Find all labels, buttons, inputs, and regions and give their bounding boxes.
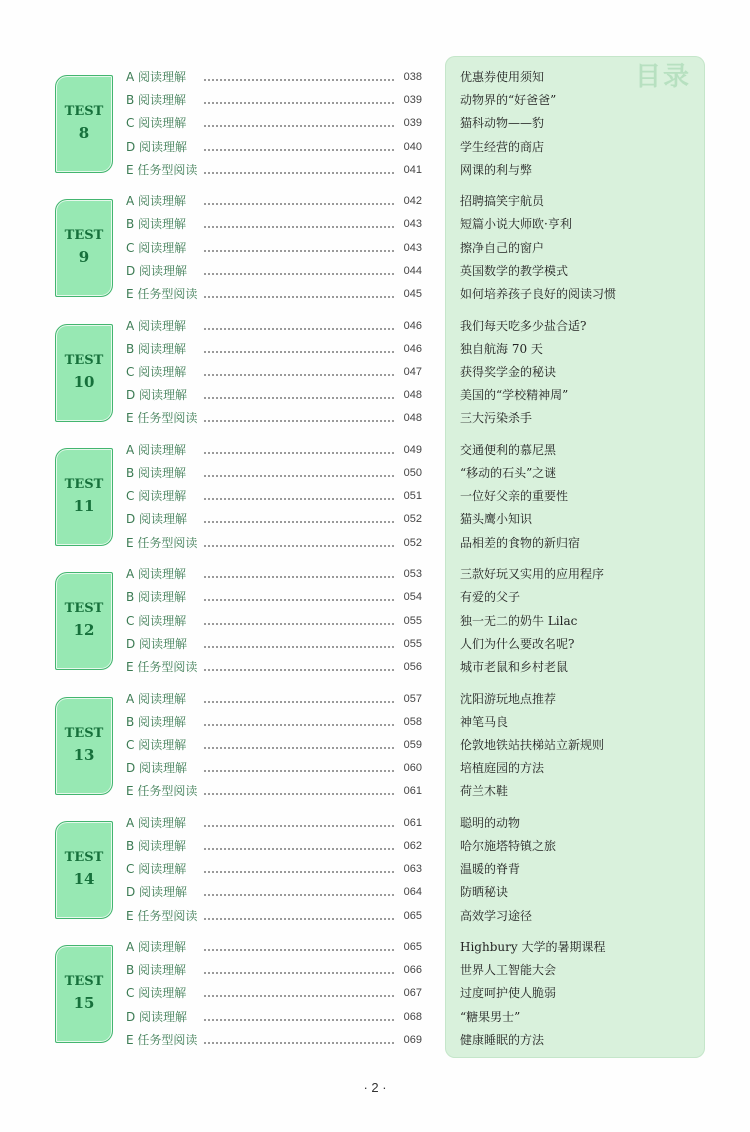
article-title: 短篇小说大师欧·亨利 — [460, 217, 572, 232]
article-title: 动物界的“好爸爸” — [460, 93, 557, 108]
dot-leader — [204, 420, 394, 422]
page-ref: 058 — [403, 715, 422, 728]
toc-entry[interactable] — [0, 734, 750, 757]
article-title: “糖果男士” — [460, 1009, 521, 1024]
article-title: 交通便利的慕尼黑 — [460, 442, 557, 457]
toc-entry[interactable] — [0, 610, 750, 633]
test-block — [0, 66, 750, 190]
page-ref: 054 — [403, 591, 422, 604]
dot-leader — [204, 125, 394, 127]
toc-entry[interactable] — [0, 1029, 750, 1052]
article-title: 过度呵护使人脆弱 — [460, 986, 557, 1001]
section-label: D 阅读理解 — [126, 388, 188, 403]
dot-leader — [204, 397, 394, 399]
page-ref: 059 — [403, 738, 422, 751]
toc-entry[interactable] — [0, 905, 750, 928]
article-title: 我们每天吃多少盐合适? — [460, 318, 587, 333]
test-badge-number: 13 — [73, 745, 95, 764]
dot-leader — [204, 250, 394, 252]
test-badge-number: 9 — [78, 248, 90, 267]
toc-entry[interactable] — [0, 384, 750, 407]
article-title: 猫头鹰小知识 — [460, 512, 533, 527]
toc-entry[interactable] — [0, 982, 750, 1005]
section-label: A 阅读理解 — [126, 567, 187, 582]
section-label: D 阅读理解 — [126, 1009, 188, 1024]
toc-entry[interactable] — [0, 532, 750, 555]
section-label: A 阅读理解 — [126, 815, 187, 830]
article-title: 获得奖学金的秘诀 — [460, 364, 557, 379]
toc-entry[interactable] — [0, 959, 750, 982]
dot-leader — [204, 226, 394, 228]
page-ref: 050 — [403, 467, 422, 480]
toc-entry[interactable] — [0, 881, 750, 904]
section-label: B 阅读理解 — [126, 217, 187, 232]
page-ref: 061 — [403, 785, 422, 798]
dot-leader — [204, 669, 394, 671]
page-ref: 044 — [403, 264, 422, 277]
article-title: 世界人工智能大会 — [460, 963, 557, 978]
toc-entry[interactable] — [0, 711, 750, 734]
test-badge-label: TEST — [64, 974, 104, 990]
page-ref: 055 — [403, 614, 422, 627]
page-ref: 052 — [403, 536, 422, 549]
section-label: C 阅读理解 — [126, 613, 187, 628]
article-title: 优惠券使用须知 — [460, 70, 545, 84]
section-label: C 阅读理解 — [126, 737, 187, 752]
page-ref: 056 — [403, 660, 422, 673]
test-badge-number: 8 — [78, 124, 90, 142]
article-title: 如何培养孩子良好的阅读习惯 — [460, 287, 617, 302]
section-label: C 阅读理解 — [126, 240, 187, 255]
toc-entry[interactable] — [0, 136, 750, 159]
article-title: 人们为什么要改名呢? — [460, 636, 575, 651]
article-title: 网课的利与弊 — [460, 162, 533, 177]
page-ref: 067 — [403, 987, 422, 1000]
article-title: 独一无二的奶牛 Lilac — [460, 613, 578, 628]
toc-entry[interactable] — [0, 213, 750, 236]
dot-leader — [204, 599, 394, 601]
toc-entry[interactable] — [0, 159, 750, 182]
dot-leader — [204, 949, 394, 951]
article-title: 荷兰木鞋 — [460, 784, 509, 799]
toc-entry[interactable] — [0, 338, 750, 361]
article-title: 伦敦地铁站扶梯站立新规则 — [460, 737, 605, 752]
toc-entry[interactable] — [0, 237, 750, 260]
section-label: B 阅读理解 — [126, 714, 187, 729]
section-label: E 任务型阅读 — [126, 659, 198, 674]
dot-leader — [204, 747, 394, 749]
section-label: A 阅读理解 — [126, 442, 187, 457]
dot-leader — [204, 328, 394, 330]
page-ref: 039 — [403, 117, 422, 130]
section-label: C 阅读理解 — [126, 116, 187, 131]
test-block — [0, 812, 750, 936]
test-block — [0, 936, 750, 1060]
contents-heading: 目录 — [635, 62, 692, 92]
dot-leader — [204, 1042, 394, 1044]
dot-leader — [204, 972, 394, 974]
dot-leader — [204, 351, 394, 353]
dot-leader — [204, 1019, 394, 1021]
section-label: E 任务型阅读 — [126, 411, 198, 426]
article-title: 一位好父亲的重要性 — [460, 489, 569, 504]
page-ref: 049 — [403, 443, 422, 456]
test-badge-label: TEST — [64, 104, 104, 119]
test-badge-label: TEST — [64, 725, 104, 741]
dot-leader — [204, 646, 394, 648]
page-ref: 068 — [403, 1010, 422, 1023]
section-label: D 阅读理解 — [126, 636, 188, 651]
toc-entry[interactable] — [0, 66, 750, 89]
toc-entry[interactable] — [0, 688, 750, 711]
toc-entry[interactable] — [0, 1006, 750, 1029]
article-title: 独自航海 70 天 — [460, 341, 543, 356]
section-label: A 阅读理解 — [126, 940, 187, 955]
toc-entry[interactable] — [0, 190, 750, 213]
test-badge-number: 15 — [73, 994, 95, 1013]
section-label: C 阅读理解 — [126, 489, 187, 504]
section-label: E 任务型阅读 — [126, 908, 198, 923]
article-title: 有爱的父子 — [460, 590, 521, 605]
dot-leader — [204, 894, 394, 896]
page-ref: 063 — [403, 863, 422, 876]
article-title: 神笔马良 — [460, 714, 509, 729]
section-label: C 阅读理解 — [126, 986, 187, 1001]
dot-leader — [204, 149, 394, 151]
page-ref: 048 — [403, 412, 422, 425]
article-title: Highbury 大学的暑期课程 — [460, 940, 606, 955]
toc-entry[interactable] — [0, 315, 750, 338]
dot-leader — [204, 79, 394, 81]
dot-leader — [204, 273, 394, 275]
article-title: 招聘搞笑宇航员 — [460, 194, 545, 209]
dot-leader — [204, 995, 394, 997]
dot-leader — [204, 102, 394, 104]
section-label: D 阅读理解 — [126, 761, 188, 776]
page-ref: 055 — [403, 637, 422, 650]
article-title: “移动的石头”之谜 — [460, 466, 557, 481]
toc-entry[interactable] — [0, 586, 750, 609]
test-block — [0, 563, 750, 687]
page-ref: 065 — [403, 909, 422, 922]
section-label: D 阅读理解 — [126, 263, 188, 278]
page-ref: 046 — [403, 342, 422, 355]
page-ref: 048 — [403, 389, 422, 402]
dot-leader — [204, 918, 394, 920]
dot-leader — [204, 452, 394, 454]
page-ref: 064 — [403, 886, 422, 899]
toc-entry[interactable] — [0, 858, 750, 881]
page-ref: 062 — [403, 839, 422, 852]
toc-entry[interactable] — [0, 260, 750, 283]
page-ref: 046 — [403, 319, 422, 332]
dot-leader — [204, 871, 394, 873]
section-label: B 阅读理解 — [126, 93, 187, 108]
page-ref: 045 — [403, 288, 422, 301]
toc-entry[interactable] — [0, 835, 750, 858]
test-block — [0, 315, 750, 439]
test-block — [0, 439, 750, 563]
article-title: 健康睡眠的方法 — [460, 1032, 545, 1047]
dot-leader — [204, 203, 394, 205]
toc-entry[interactable] — [0, 89, 750, 112]
toc-entry[interactable] — [0, 112, 750, 135]
page-ref: 042 — [403, 195, 422, 208]
toc-entry[interactable] — [0, 361, 750, 384]
page-ref: 043 — [403, 241, 422, 254]
toc-entry[interactable] — [0, 936, 750, 959]
page-ref: 039 — [403, 94, 422, 107]
section-label: E 任务型阅读 — [126, 784, 198, 799]
toc-entry[interactable] — [0, 633, 750, 656]
page-ref: 051 — [403, 490, 422, 503]
dot-leader — [204, 724, 394, 726]
article-title: 三款好玩又实用的应用程序 — [460, 567, 605, 582]
article-title: 高效学习途径 — [460, 908, 533, 923]
page-ref: 041 — [403, 163, 422, 176]
page-ref: 038 — [403, 71, 422, 83]
section-label: D 阅读理解 — [126, 139, 188, 154]
section-label: D 阅读理解 — [126, 885, 188, 900]
dot-leader — [204, 701, 394, 703]
section-label: D 阅读理解 — [126, 512, 188, 527]
article-title: 哈尔施塔特镇之旅 — [460, 838, 557, 853]
section-label: B 阅读理解 — [126, 341, 187, 356]
article-title: 美国的“学校精神周” — [460, 388, 569, 403]
article-title: 学生经营的商店 — [460, 139, 545, 154]
test-badge-label: TEST — [64, 352, 104, 368]
page-ref: 069 — [403, 1033, 422, 1046]
toc-entry[interactable] — [0, 407, 750, 430]
toc-entry[interactable] — [0, 656, 750, 679]
article-title: 聪明的动物 — [460, 815, 521, 830]
dot-leader — [204, 825, 394, 827]
page-ref: 047 — [403, 365, 422, 378]
section-label: A 阅读理解 — [126, 70, 187, 84]
section-label: E 任务型阅读 — [126, 162, 198, 177]
page-ref: 057 — [403, 692, 422, 705]
section-label: E 任务型阅读 — [126, 1032, 198, 1047]
toc-entry[interactable] — [0, 485, 750, 508]
section-label: B 阅读理解 — [126, 466, 187, 481]
article-title: 猫科动物——豹 — [460, 116, 545, 131]
dot-leader — [204, 374, 394, 376]
dot-leader — [204, 296, 394, 298]
test-badge-number: 11 — [73, 496, 95, 515]
section-label: A 阅读理解 — [126, 318, 187, 333]
article-title: 擦净自己的窗户 — [460, 240, 545, 255]
section-label: B 阅读理解 — [126, 963, 187, 978]
dot-leader — [204, 545, 394, 547]
article-title: 培植庭园的方法 — [460, 761, 545, 776]
dot-leader — [204, 498, 394, 500]
dot-leader — [204, 576, 394, 578]
section-label: E 任务型阅读 — [126, 535, 198, 550]
dot-leader — [204, 475, 394, 477]
toc-entry[interactable] — [0, 439, 750, 462]
page-ref: 040 — [403, 140, 422, 153]
test-badge-label: TEST — [64, 476, 104, 492]
toc-entry[interactable] — [0, 757, 750, 780]
page-ref: 061 — [403, 816, 422, 829]
dot-leader — [204, 770, 394, 772]
section-label: B 阅读理解 — [126, 590, 187, 605]
section-label: C 阅读理解 — [126, 862, 187, 877]
page-number: · 2 · — [363, 1080, 387, 1095]
test-badge-number: 14 — [73, 869, 95, 888]
test-badge-label: TEST — [64, 849, 104, 865]
article-title: 品相差的食物的新归宿 — [460, 535, 581, 550]
article-title: 三大污染杀手 — [460, 411, 533, 426]
article-title: 英国数学的教学模式 — [460, 263, 569, 278]
test-badge-number: 12 — [73, 621, 95, 640]
toc-entry[interactable] — [0, 780, 750, 803]
test-badge-label: TEST — [64, 228, 104, 244]
dot-leader — [204, 623, 394, 625]
section-label: E 任务型阅读 — [126, 287, 198, 302]
section-label: B 阅读理解 — [126, 838, 187, 853]
test-block — [0, 190, 750, 314]
page-ref: 052 — [403, 513, 422, 526]
article-title: 沈阳游玩地点推荐 — [460, 691, 557, 706]
section-label: A 阅读理解 — [126, 194, 187, 209]
page-ref: 066 — [403, 964, 422, 977]
page-ref: 043 — [403, 218, 422, 231]
page-ref: 065 — [403, 941, 422, 954]
test-block — [0, 688, 750, 812]
page-ref: 053 — [403, 568, 422, 581]
toc-entry[interactable] — [0, 812, 750, 835]
section-label: C 阅读理解 — [126, 364, 187, 379]
article-title: 城市老鼠和乡村老鼠 — [460, 659, 569, 674]
toc-entry[interactable] — [0, 462, 750, 485]
toc-entry[interactable] — [0, 508, 750, 531]
dot-leader — [204, 172, 394, 174]
dot-leader — [204, 793, 394, 795]
page-ref: 060 — [403, 762, 422, 775]
test-badge-label: TEST — [64, 601, 104, 617]
toc-entry[interactable] — [0, 283, 750, 306]
dot-leader — [204, 521, 394, 523]
toc-entry[interactable] — [0, 563, 750, 586]
article-title: 温暖的脊背 — [460, 862, 521, 877]
article-title: 防晒秘诀 — [460, 885, 509, 900]
test-badge-number: 10 — [73, 372, 95, 391]
section-label: A 阅读理解 — [126, 691, 187, 706]
dot-leader — [204, 848, 394, 850]
